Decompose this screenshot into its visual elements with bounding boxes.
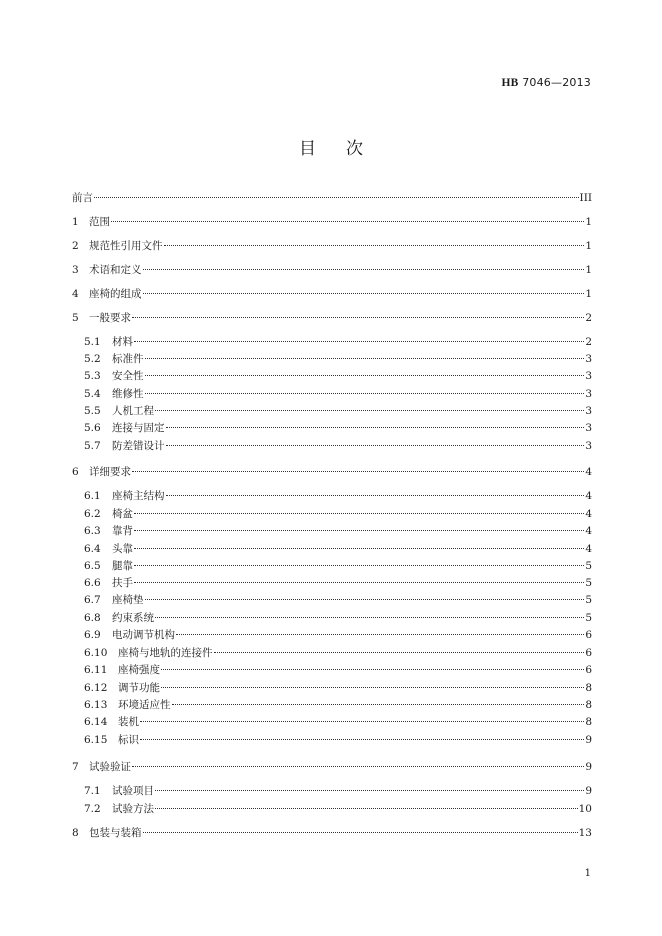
toc-entry-label: 试验方法 — [112, 803, 154, 815]
toc-entry-number: 6.9 — [84, 629, 101, 641]
toc-entry[interactable] — [84, 386, 592, 402]
toc-entry-label: 座椅强度 — [118, 664, 160, 676]
toc-entry[interactable] — [84, 610, 592, 626]
toc-entry-label: 座椅与地轨的连接件 — [118, 647, 213, 659]
toc-entry-number: 6.8 — [84, 612, 101, 624]
dot-leader — [140, 721, 584, 722]
toc-entry-label: 人机工程 — [112, 405, 154, 417]
toc-entry-page: 1 — [585, 240, 592, 252]
toc-entry[interactable] — [84, 575, 592, 591]
toc-entry[interactable] — [72, 759, 592, 775]
toc-entry-number: 6.12 — [84, 682, 108, 694]
dot-leader — [145, 599, 585, 600]
toc-entry-page: 9 — [585, 785, 592, 797]
toc-entry-page: 4 — [585, 466, 592, 478]
toc-entry-page: 1 — [585, 264, 592, 276]
toc-entry-label: 防差错设计 — [112, 440, 165, 452]
toc-entry[interactable] — [84, 506, 592, 522]
toc-entry-page: III — [579, 192, 592, 204]
toc-entry-label: 包装与装箱 — [89, 827, 142, 839]
toc-entry[interactable] — [84, 523, 592, 539]
dot-leader — [132, 471, 584, 472]
toc-entry[interactable] — [72, 310, 592, 326]
toc-entry[interactable] — [84, 801, 592, 817]
toc-entry-label: 试验验证 — [89, 761, 131, 773]
toc-entry-number: 7 — [72, 761, 79, 773]
toc-entry-page: 2 — [585, 336, 592, 348]
dot-leader — [145, 393, 585, 394]
toc-entry-number: 5.4 — [84, 388, 101, 400]
dot-leader — [134, 582, 584, 583]
toc-entry-number: 7.2 — [84, 803, 101, 815]
toc-entry-page: 1 — [585, 288, 592, 300]
dot-leader — [166, 445, 585, 446]
toc-entry-label: 术语和定义 — [89, 264, 142, 276]
toc-entry[interactable] — [72, 286, 592, 302]
dot-leader — [143, 832, 578, 833]
toc-entry[interactable] — [84, 662, 592, 678]
toc-entry[interactable] — [84, 783, 592, 799]
toc-entry-number: 4 — [72, 288, 79, 300]
toc-entry-page: 5 — [585, 594, 592, 606]
toc-entry-label: 标识 — [118, 734, 139, 746]
toc-entry-label: 一般要求 — [89, 312, 131, 324]
toc-entry-number: 5.3 — [84, 370, 101, 382]
toc-entry[interactable] — [72, 262, 592, 278]
toc-entry-number: 5.7 — [84, 440, 101, 452]
toc-entry-number: 6.1 — [84, 490, 101, 502]
toc-entry-page: 3 — [585, 422, 592, 434]
toc-entry-label: 范围 — [89, 216, 110, 228]
dot-leader — [155, 808, 578, 809]
toc-entry-number: 6.3 — [84, 525, 101, 537]
toc-entry-number: 6.6 — [84, 577, 101, 589]
toc-entry-label: 连接与固定 — [112, 422, 165, 434]
dot-leader — [132, 766, 584, 767]
toc-entry-label: 椅盆 — [112, 508, 133, 520]
toc-entry-page: 9 — [585, 734, 592, 746]
toc-entry-number: 6.4 — [84, 543, 101, 555]
toc-entry[interactable] — [84, 438, 592, 454]
dot-leader — [134, 341, 584, 342]
dot-leader — [155, 617, 584, 618]
dot-leader — [155, 790, 584, 791]
dot-leader — [134, 530, 584, 531]
toc-entry-page: 3 — [585, 370, 592, 382]
dot-leader — [143, 269, 585, 270]
toc-entry[interactable] — [84, 697, 592, 713]
toc-entry[interactable] — [84, 334, 592, 350]
toc-entry-number: 6 — [72, 466, 79, 478]
toc-entry[interactable] — [84, 680, 592, 696]
toc-entry[interactable] — [84, 627, 592, 643]
toc-entry-label: 扶手 — [112, 577, 133, 589]
toc-entry-number: 3 — [72, 264, 79, 276]
toc-entry-number: 2 — [72, 240, 79, 252]
toc-entry-label: 标准件 — [112, 353, 144, 365]
toc-entry[interactable] — [72, 238, 592, 254]
toc-entry-label: 约束系统 — [112, 612, 154, 624]
toc-entry-page: 4 — [585, 543, 592, 555]
toc-entry[interactable] — [84, 732, 592, 748]
toc-entry-label: 详细要求 — [89, 466, 131, 478]
toc-entry[interactable] — [84, 558, 592, 574]
toc-entry-number: 6.7 — [84, 594, 101, 606]
dot-leader — [132, 317, 584, 318]
toc-entry-page: 13 — [578, 827, 592, 839]
dot-leader — [134, 548, 584, 549]
toc-entry-page: 5 — [585, 560, 592, 572]
toc-entry-page: 5 — [585, 612, 592, 624]
toc-entry[interactable] — [72, 190, 592, 206]
toc-entry-number: 6.11 — [84, 664, 108, 676]
toc-entry-number: 7.1 — [84, 785, 101, 797]
toc-entry-page: 4 — [585, 508, 592, 520]
toc-entry-number: 5.1 — [84, 336, 101, 348]
dot-leader — [214, 652, 585, 653]
toc-entry-label: 规范性引用文件 — [89, 240, 163, 252]
dot-leader — [166, 495, 585, 496]
toc-entry[interactable] — [84, 714, 592, 730]
toc-entry-page: 6 — [585, 664, 592, 676]
toc-entry-page: 10 — [578, 803, 592, 815]
toc-entry[interactable] — [84, 351, 592, 367]
dot-leader — [176, 634, 584, 635]
toc-entry[interactable] — [72, 214, 592, 230]
toc-entry-number: 6.2 — [84, 508, 101, 520]
toc-entry-number: 6.10 — [84, 647, 108, 659]
toc-entry-label: 座椅的组成 — [89, 288, 142, 300]
toc-entry-label: 电动调节机构 — [112, 629, 175, 641]
toc-entry-label: 调节功能 — [118, 682, 160, 694]
toc-entry-label: 材料 — [112, 336, 133, 348]
toc-entry-page: 2 — [585, 312, 592, 324]
toc-entry-label: 环境适应性 — [118, 699, 171, 711]
toc-entry-page: 3 — [585, 353, 592, 365]
dot-leader — [143, 293, 585, 294]
dot-leader — [166, 427, 585, 428]
standard-code-number: 7046—2013 — [518, 76, 591, 89]
dot-leader — [134, 513, 584, 514]
toc-entry-label: 装机 — [118, 716, 139, 728]
toc-entry-page: 4 — [585, 490, 592, 502]
toc-entry[interactable] — [84, 541, 592, 557]
dot-leader — [161, 669, 584, 670]
toc-entry[interactable] — [84, 645, 592, 661]
toc-entry[interactable] — [84, 488, 592, 504]
toc-entry-label: 维修性 — [112, 388, 144, 400]
dot-leader — [172, 704, 585, 705]
toc-title: 目次 — [299, 139, 393, 159]
toc-entry-page: 8 — [585, 699, 592, 711]
toc-entry-number: 1 — [72, 216, 79, 228]
toc-entry[interactable] — [84, 592, 592, 608]
toc-entry-number: 5.2 — [84, 353, 101, 365]
toc-entry[interactable] — [84, 403, 592, 419]
toc-entry-label: 座椅垫 — [112, 594, 144, 606]
toc-entry-number: 8 — [72, 827, 79, 839]
toc-entry-number: 5.6 — [84, 422, 101, 434]
toc-entry-page: 5 — [585, 577, 592, 589]
toc-entry-label: 前言 — [72, 192, 93, 204]
dot-leader — [140, 739, 584, 740]
toc-entry-page: 8 — [585, 682, 592, 694]
dot-leader — [134, 565, 584, 566]
toc-entry-page: 8 — [585, 716, 592, 728]
toc-entry-page: 6 — [585, 647, 592, 659]
dot-leader — [94, 197, 579, 198]
toc-entry-page: 3 — [585, 405, 592, 417]
toc-entry-label: 腿靠 — [112, 560, 133, 572]
dot-leader — [155, 410, 584, 411]
toc-entry-label: 试验项目 — [112, 785, 154, 797]
toc-entry-page: 4 — [585, 525, 592, 537]
dot-leader — [164, 245, 585, 246]
toc-entry-page: 3 — [585, 388, 592, 400]
toc-entry[interactable] — [84, 420, 592, 436]
toc-entry-label: 头靠 — [112, 543, 133, 555]
toc-entry-page: 6 — [585, 629, 592, 641]
dot-leader — [145, 358, 585, 359]
toc-entry-number: 6.13 — [84, 699, 108, 711]
toc-entry-label: 靠背 — [112, 525, 133, 537]
toc-entry-page: 9 — [585, 761, 592, 773]
toc-entry-number: 5 — [72, 312, 79, 324]
toc-entry[interactable] — [84, 368, 592, 384]
dot-leader — [145, 375, 585, 376]
toc-entry-page: 3 — [585, 440, 592, 452]
toc-entry-number: 6.15 — [84, 734, 108, 746]
toc-entry[interactable] — [72, 464, 592, 480]
standard-code — [501, 76, 591, 89]
standard-code-prefix: HB — [501, 77, 519, 89]
toc-entry-number: 6.5 — [84, 560, 101, 572]
dot-leader — [161, 687, 584, 688]
toc-entry-number: 6.14 — [84, 716, 108, 728]
toc-entry[interactable] — [72, 825, 592, 841]
toc-entry-number: 5.5 — [84, 405, 101, 417]
dot-leader — [111, 221, 584, 222]
page-number: 1 — [584, 868, 591, 879]
toc-entry-label: 座椅主结构 — [112, 490, 165, 502]
toc-entry-page: 1 — [585, 216, 592, 228]
toc-entry-label: 安全性 — [112, 370, 144, 382]
